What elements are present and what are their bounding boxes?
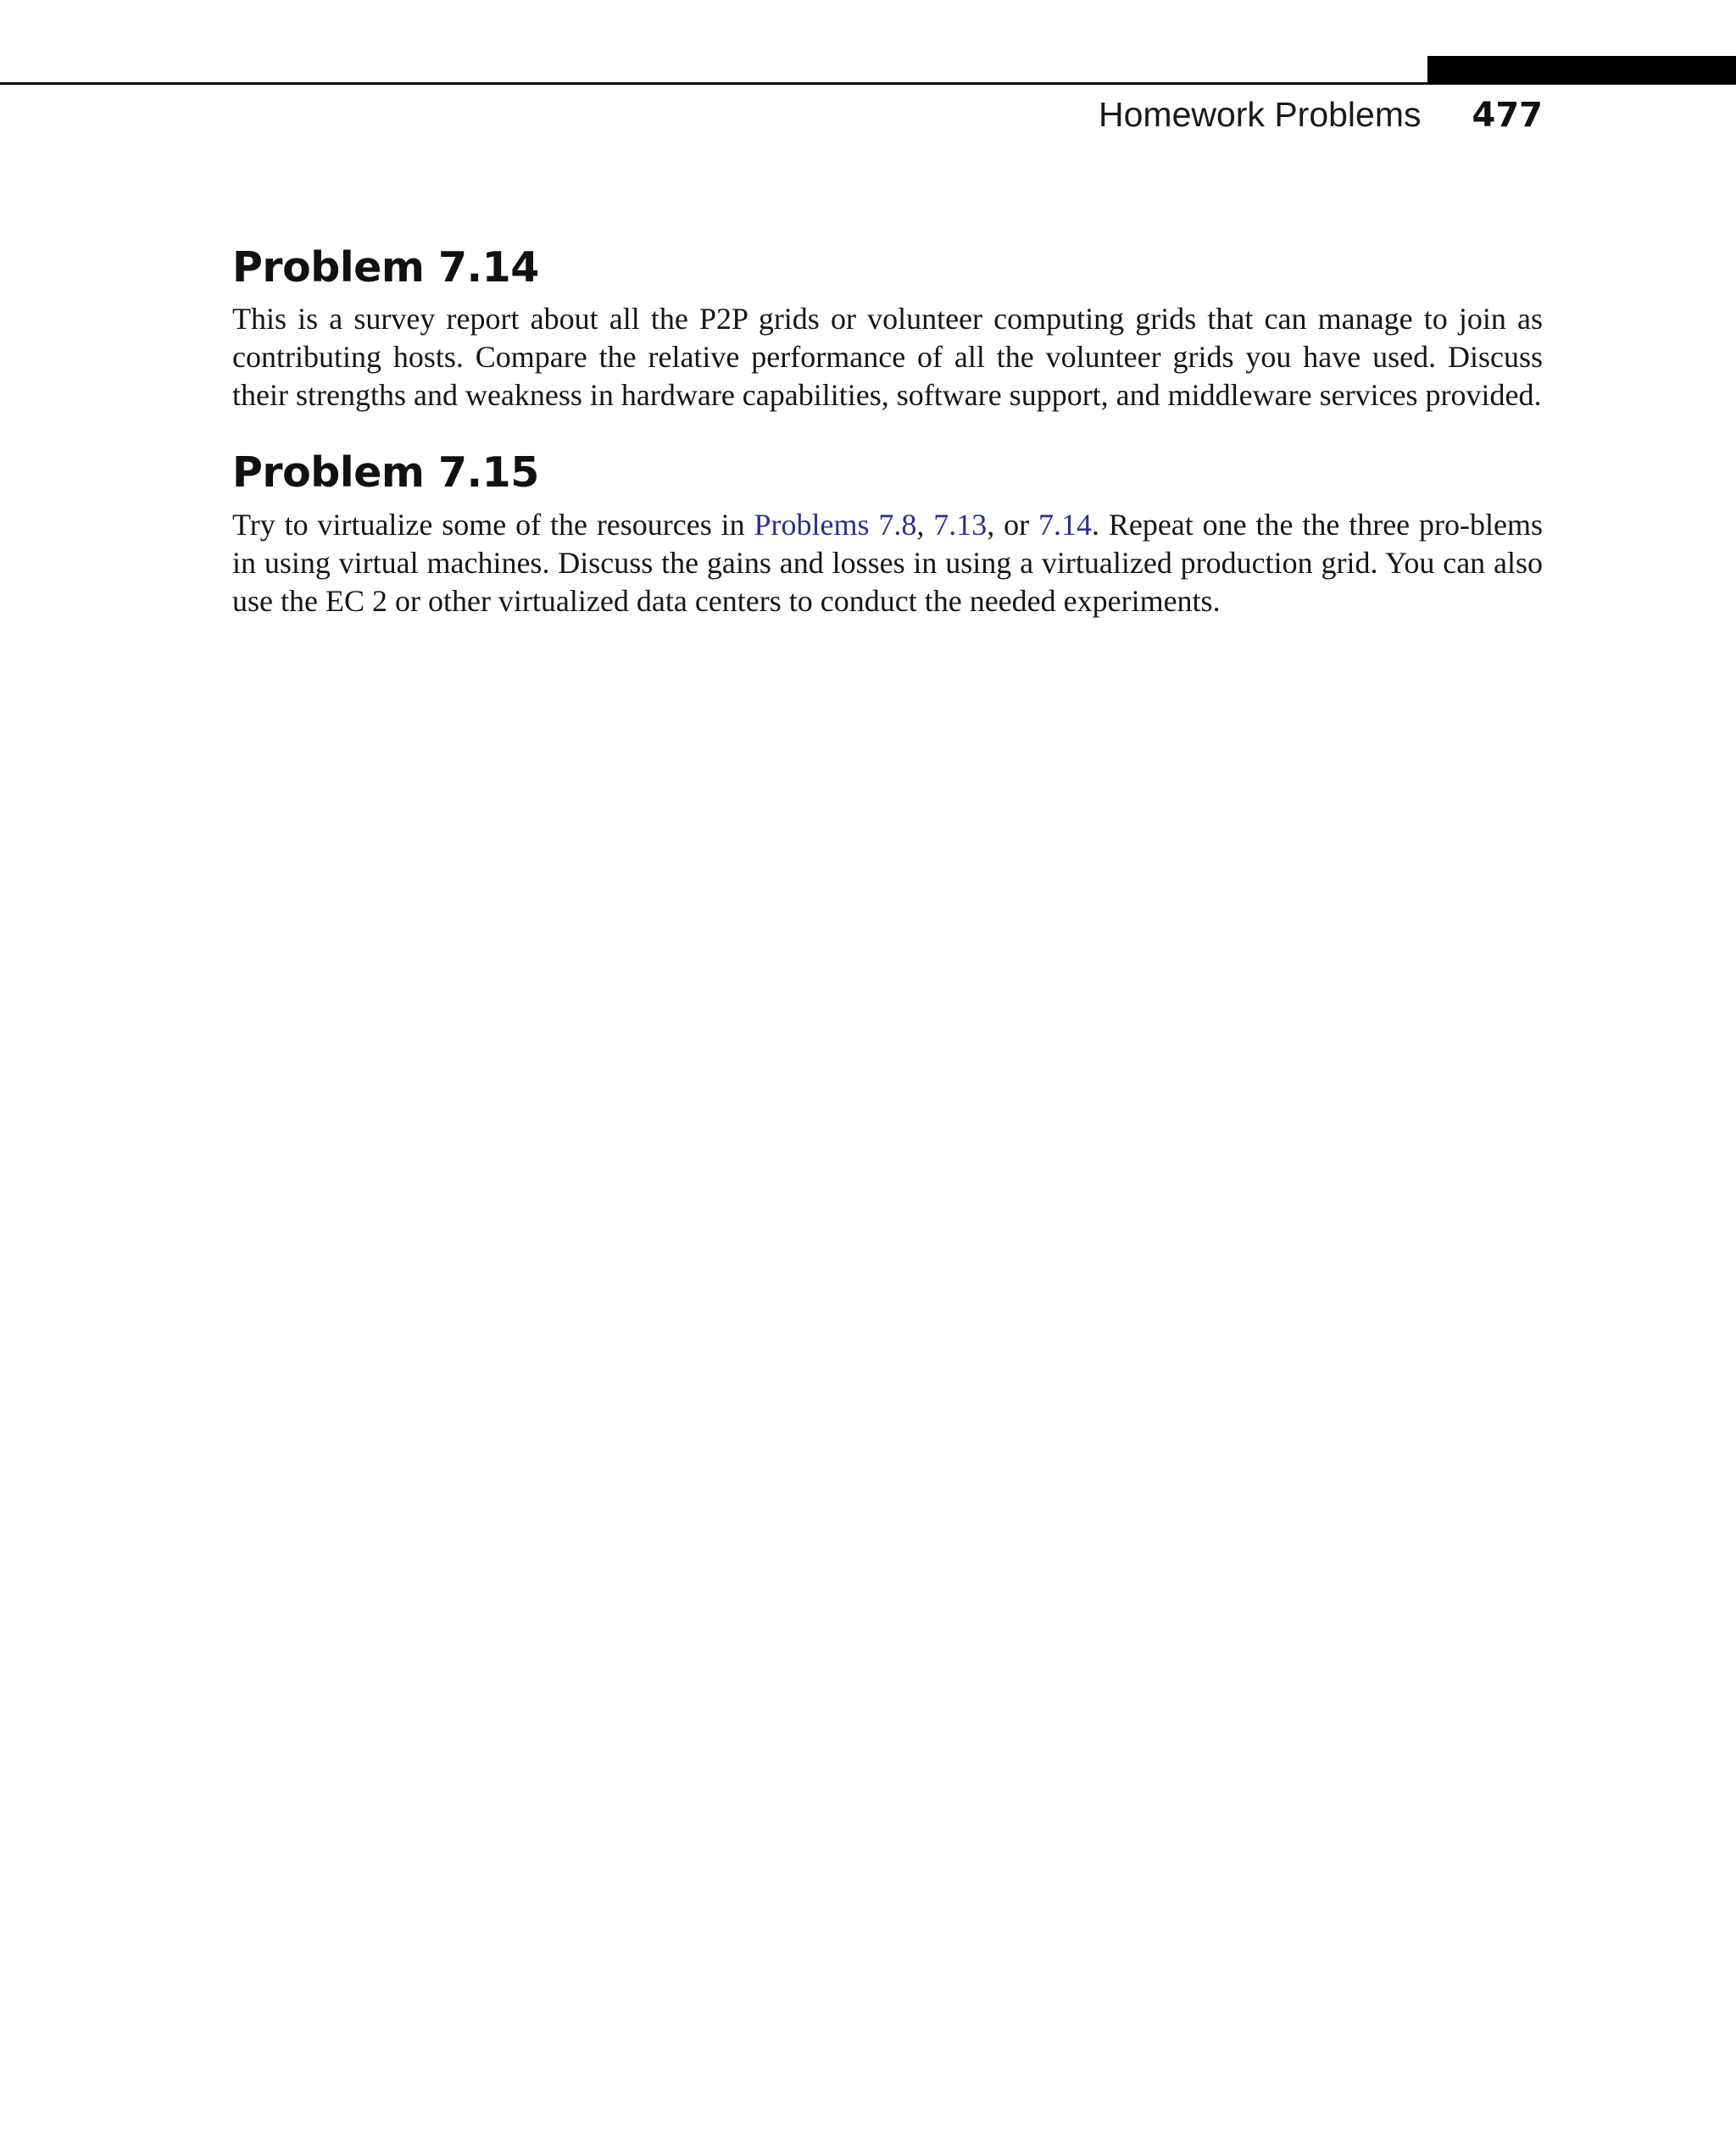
separator-text: , [916, 507, 934, 542]
running-head [1099, 95, 1543, 135]
problem-7-13-link[interactable]: 7.13 [933, 507, 988, 542]
problem-body-rest: . Repeat one the the three pro-blems in using virtual machines. Discuss the gains and losses in using a virtualized production grid. You can also use the EC 2 or other virtualized data centers to conduct the needed experiments. [232, 507, 1543, 618]
problem-body [232, 506, 1543, 620]
page-content [232, 242, 1543, 653]
problem-7-14 [232, 242, 1543, 414]
problem-7-14-link[interactable]: 7.14 [1038, 507, 1092, 542]
problem-heading: Problem 7.15 [232, 448, 539, 498]
problem-body: This is a survey report about all the P2P grids or volunteer computing grids that can manage to join as contributing hosts. Compare the relative performance of all the volunteer grids you have used. Discuss their strengths and weakness in hardware capabilities, software support, and middleware services provided. [232, 302, 1543, 413]
page-number: 477 [1472, 96, 1543, 135]
problem-7-15 [232, 447, 1543, 620]
running-head-title: Homework Problems [1099, 95, 1422, 134]
separator-text: , or [987, 507, 1038, 542]
header-tab-bar [1427, 56, 1736, 84]
problem-body-intro: Try to virtualize some of the resources in [232, 507, 754, 542]
problem-heading: Problem 7.14 [232, 243, 539, 292]
problem-7-8-link[interactable]: Problems 7.8 [754, 507, 917, 542]
